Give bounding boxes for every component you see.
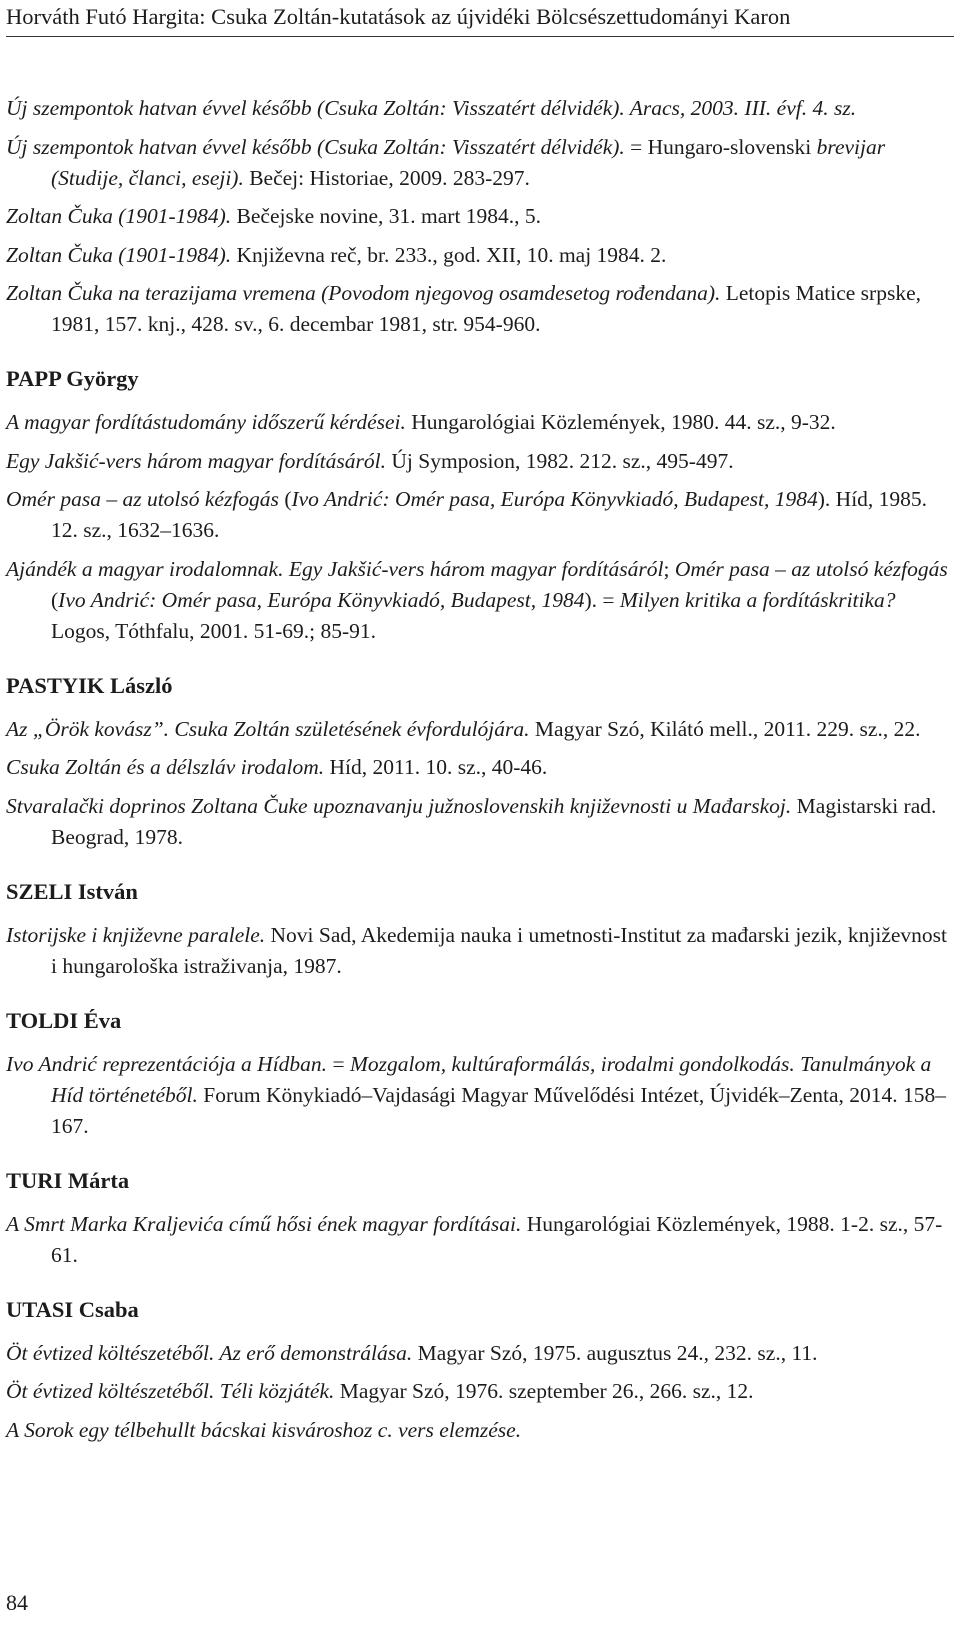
entry-title: Ivo Andrić: Omér pasa, Európa Könyvkiadó, Budapest, 1984 — [291, 487, 818, 511]
page-number: 84 — [6, 1590, 28, 1615]
entry-title: Az „Örök kovász”. Csuka Zoltán születésének évfordulójára. — [6, 716, 530, 741]
bib-entry — [6, 240, 954, 271]
entry-title: Öt évtized költészetéből. Téli közjáték. — [6, 1379, 335, 1403]
author-heading: UTASI Csaba — [6, 1296, 139, 1322]
bibliography — [6, 93, 954, 1453]
bib-entry — [6, 752, 954, 783]
entry-text: ( — [51, 587, 59, 612]
author-heading: SZELI István — [6, 878, 138, 904]
entry-source: Logos, Tóthfalu, 2001. 51-69.; 85-91. — [51, 618, 377, 643]
author-heading: TURI Márta — [6, 1167, 130, 1193]
author-heading: PAPP György — [6, 366, 139, 391]
entry-title: Zoltan Čuka (1901-1984). — [6, 204, 232, 228]
entry-source: = Hungaro-slovenski — [624, 134, 817, 159]
bib-entry — [6, 484, 954, 546]
entry-title: Új szempontok hatvan évvel később (Csuka Zoltán: Visszatért délvidék). Aracs, 2003. III. évf. 4. sz. — [6, 96, 857, 120]
entry-title: Mozgalom, kultúraformálás, irodalmi gondolkodás. Tanulmányok a Híd történetéből. — [51, 1051, 932, 1107]
entry-text: = — [327, 1051, 350, 1076]
entry-source: ). Híd, 1985. 12. sz., 1632–1636. — [51, 487, 928, 542]
entry-text: ). = — [584, 587, 620, 612]
entry-title: Öt évtized költészetéből. Az erő demonstrálása. — [6, 1340, 413, 1365]
header-rule — [6, 36, 954, 37]
bib-entry — [6, 201, 954, 232]
entry-title: Milyen kritika a fordításkritika? — [619, 587, 896, 612]
entry-source: Híd, 2011. 10. sz., 40-46. — [324, 755, 548, 779]
entry-source: Hungarológiai Közlemények, 1988. 1-2. sz., 57-61. — [51, 1211, 943, 1267]
bib-entry — [6, 278, 954, 340]
entry-source: Új Symposion, 1982. 212. sz., 495-497. — [385, 448, 734, 473]
entry-title: Zoltan Čuka (1901-1984). — [6, 242, 232, 267]
entry-title: Stvaralački doprinos Zoltana Čuke upoznavanju južnoslovenskih književnosti u Mađarskoj. — [6, 793, 792, 818]
entry-title: Ivo Andrić reprezentációja a Hídban. — [6, 1051, 328, 1076]
bib-entry — [6, 1415, 954, 1446]
entry-source: Bečejske novine, 31. mart 1984., 5. — [231, 204, 542, 228]
entry-title: Egy Jakšić-vers három magyar fordításáról. — [6, 448, 386, 473]
entry-source: Bečej: Historiae, 2009. 283-297. — [243, 165, 530, 190]
bib-entry — [6, 791, 954, 853]
entry-title: Omér pasa – az utolsó kézfogás — [6, 487, 279, 511]
entry-title: Istorijske i književne paralele. — [6, 922, 266, 947]
entry-text: ; — [663, 556, 675, 581]
entry-text: ( — [278, 487, 292, 511]
bib-entry — [6, 1209, 954, 1271]
entry-title: Új szempontok hatvan évvel később (Csuka Zoltán: Visszatért délvidék). — [6, 134, 625, 159]
bib-entry — [6, 93, 954, 124]
entry-source: Letopis Matice srpske, 1981, 157. knj., 428. sv., 6. decembar 1981, str. 954-960. — [51, 281, 921, 336]
bib-entry — [6, 1049, 954, 1142]
entry-title: brevijar (Studije, članci, eseji). — [51, 134, 886, 190]
entry-source: Magistarski rad. Beograd, 1978. — [51, 793, 937, 849]
entry-title: Ajándék a magyar irodalomnak. Egy Jakšić-vers három magyar fordításáról — [6, 556, 664, 581]
bib-entry — [6, 554, 954, 647]
entry-source: Magyar Szó, Kilátó mell., 2011. 229. sz., 22. — [529, 716, 921, 741]
entry-title: Ivo Andrić: Omér pasa, Európa Könyvkiadó, Budapest, 1984 — [58, 587, 585, 612]
bib-entry — [6, 1376, 954, 1407]
entry-title: Csuka Zoltán és a délszláv irodalom. — [6, 755, 325, 779]
entry-title: A Smrt Marka Kraljevića című hősi ének magyar fordításai. — [6, 1211, 522, 1236]
entry-source: Magyar Szó, 1976. szeptember 26., 266. sz., 12. — [334, 1379, 754, 1403]
entry-source: Književna reč, br. 233., god. XII, 10. maj 1984. 2. — [231, 242, 667, 267]
entry-title: Zoltan Čuka na terazijama vremena (Povodom njegovog osamdesetog rođendana). — [6, 281, 721, 305]
running-header: Horváth Futó Hargita: Csuka Zoltán-kutatások az újvidéki Bölcsészettudományi Karon — [6, 4, 791, 29]
author-heading: PASTYIK László — [6, 672, 173, 698]
bib-entry — [6, 1338, 954, 1369]
entry-source: Hungarológiai Közlemények, 1980. 44. sz., 9-32. — [405, 410, 836, 434]
entry-title: A Sorok egy télbehullt bácskai kisvároshoz c. vers elemzése. — [6, 1417, 522, 1442]
author-heading: TOLDI Éva — [6, 1007, 122, 1033]
entry-title: Omér pasa – az utolsó kézfogás — [674, 556, 948, 581]
bib-entry — [6, 446, 954, 477]
entry-source: Novi Sad, Akedemija nauka i umetnosti-Institut za mađarski jezik, književnost i hungarološka istraživanja, 1987. — [51, 922, 948, 978]
entry-source: Magyar Szó, 1975. augusztus 24., 232. sz., 11. — [412, 1340, 818, 1365]
entry-source: Forum Könykiadó–Vajdasági Magyar Művelődési Intézet, Újvidék–Zenta, 2014. 158–167. — [51, 1082, 947, 1138]
entry-title: A magyar fordítástudomány időszerű kérdései. — [6, 410, 406, 434]
bib-entry — [6, 714, 954, 745]
bib-entry — [6, 407, 954, 438]
bib-entry — [6, 920, 954, 982]
bib-entry — [6, 132, 954, 194]
